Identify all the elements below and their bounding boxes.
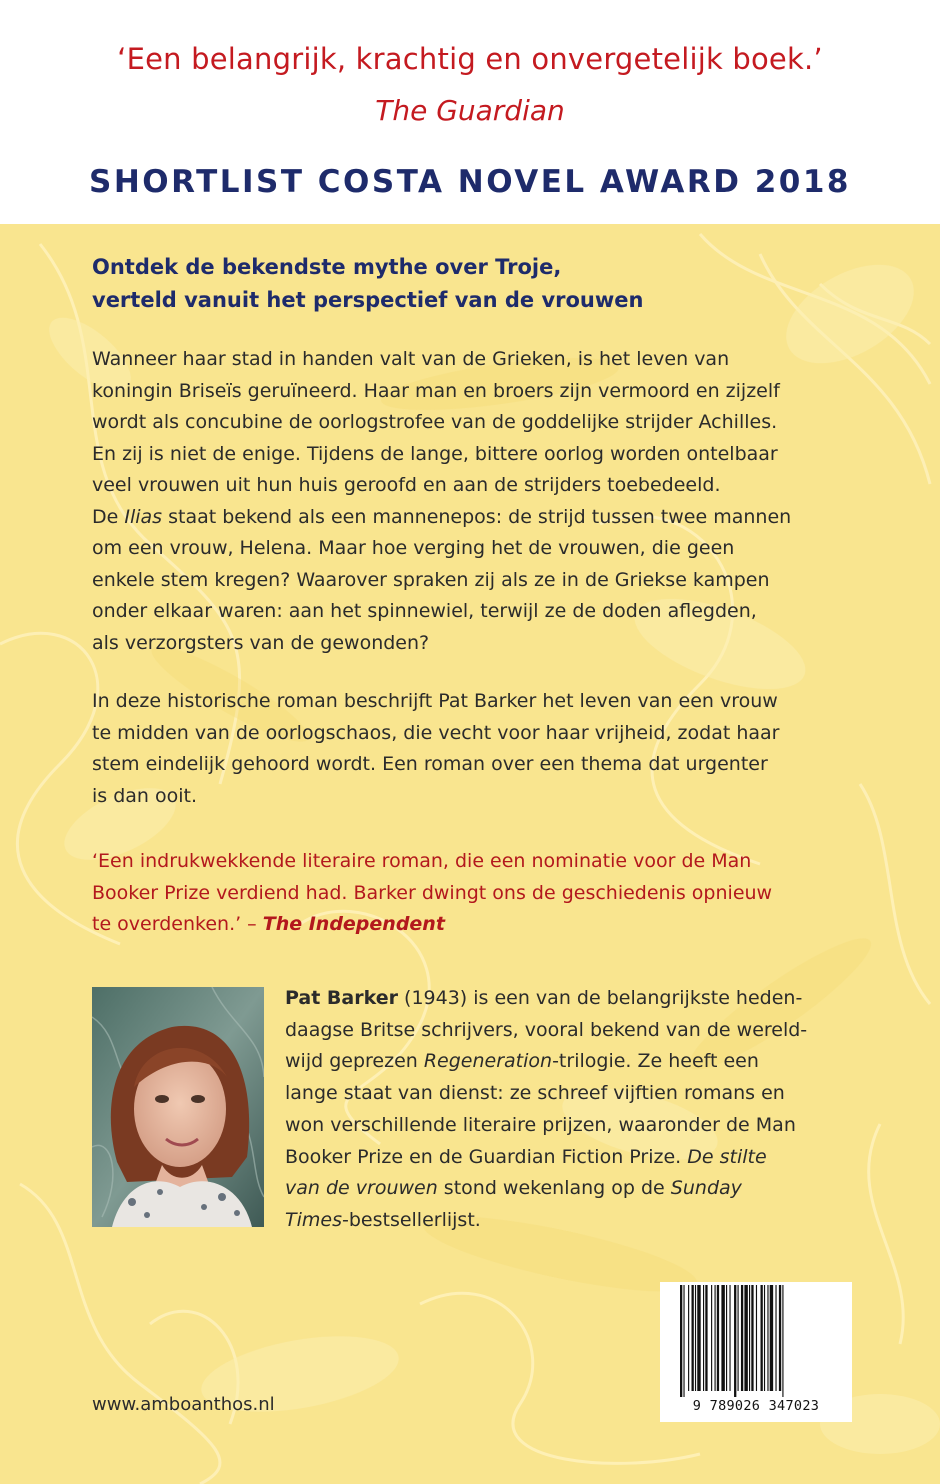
blurb-line: stem eindelijk gehoord wordt. Een roman over een thema dat urgenter bbox=[92, 753, 768, 775]
book-title-part-2: van de vrouwen bbox=[285, 1177, 438, 1200]
barcode-bar bbox=[756, 1285, 757, 1391]
barcode-bar bbox=[680, 1285, 682, 1397]
publisher-website: www.amboanthos.nl bbox=[92, 1394, 275, 1415]
barcode-bar bbox=[726, 1285, 727, 1391]
barcode-bar bbox=[715, 1285, 716, 1391]
bio-text: stond wekenlang op de bbox=[437, 1177, 671, 1200]
author-name: Pat Barker bbox=[285, 987, 398, 1009]
regeneration-title: Regeneration bbox=[423, 1050, 553, 1073]
bio-line bbox=[285, 1205, 875, 1237]
bio-text: -bestsellerlijst. bbox=[341, 1208, 481, 1231]
guardian-quote-source: The Guardian bbox=[375, 94, 565, 127]
barcode-bar bbox=[738, 1285, 739, 1391]
barcode-bar bbox=[761, 1285, 763, 1391]
barcode-bar bbox=[683, 1285, 684, 1397]
newspaper-title-part-1: Sunday bbox=[670, 1177, 742, 1200]
review-line: Booker Prize verdiend had. Barker dwingt ons de geschiedenis opnieuw bbox=[92, 881, 773, 904]
review-source: The Independent bbox=[262, 913, 445, 935]
author-bio bbox=[285, 983, 875, 1237]
barcode-bar bbox=[688, 1285, 689, 1391]
blurb-line: veel vrouwen uit hun huis geroofd en aan de strijders toebedeeld. bbox=[92, 474, 721, 496]
barcode-bars bbox=[678, 1285, 834, 1399]
bio-line bbox=[285, 983, 875, 1015]
bio-line: lange staat van dienst: ze schreef vijftien romans en bbox=[285, 1082, 785, 1105]
author-portrait-photo bbox=[92, 987, 264, 1227]
barcode-bar bbox=[767, 1285, 768, 1391]
review-line: ‘Een indrukwekkende literaire roman, die een nominatie voor de Man bbox=[92, 850, 752, 872]
newspaper-title-part-2: Times bbox=[285, 1208, 342, 1231]
blurb-line: is dan ooit. bbox=[92, 784, 198, 807]
barcode-bar bbox=[779, 1285, 781, 1391]
barcode-bar bbox=[721, 1285, 724, 1391]
bio-text: -trilogie. Ze heeft een bbox=[552, 1050, 759, 1073]
bio-line bbox=[285, 1046, 875, 1078]
barcode-bar bbox=[692, 1285, 694, 1391]
blurb-line: als verzorgsters van de gewonden? bbox=[92, 631, 430, 654]
headline-line-2: verteld vanuit het perspectief van de vrouwen bbox=[92, 288, 644, 312]
barcode-bar bbox=[703, 1285, 704, 1391]
ilias-title: Ilias bbox=[124, 505, 163, 528]
barcode-bar bbox=[711, 1285, 712, 1391]
blurb-text: staat bekend als een mannenepos: de strijd tussen twee mannen bbox=[162, 505, 792, 528]
barcode-bar bbox=[741, 1285, 743, 1391]
barcode-bar bbox=[770, 1285, 773, 1391]
bio-line: won verschillende literaire prijzen, waaronder de Man bbox=[285, 1113, 796, 1136]
blurb-line: om een vrouw, Helena. Maar hoe verging het de vrouwen, die geen bbox=[92, 537, 735, 559]
blurb-text: De bbox=[92, 505, 125, 528]
blurb-line: En zij is niet de enige. Tijdens de lange, bittere oorlog worden ontelbaar bbox=[92, 442, 778, 465]
barcode-bar bbox=[775, 1285, 776, 1391]
independent-review bbox=[92, 846, 882, 941]
isbn-digits: 9 789026 347023 bbox=[692, 1398, 820, 1414]
headline bbox=[92, 251, 892, 317]
blurb-line: onder elkaar waren: aan het spinnewiel, terwijl ze de doden aflegden, bbox=[92, 600, 757, 622]
review-text: te overdenken.’ – bbox=[92, 913, 263, 935]
barcode-bar bbox=[697, 1285, 700, 1391]
barcode-bar bbox=[705, 1285, 707, 1391]
blurb-line: koningin Briseïs geruïneerd. Haar man en broers zijn vermoord en zijzelf bbox=[92, 379, 780, 402]
blurb-line: wordt als concubine de oorlogstrofee van de goddelijke strijder Achilles. bbox=[92, 411, 778, 433]
blurb-paragraph-2 bbox=[92, 686, 867, 812]
blurb-line: te midden van de oorlogschaos, die vecht voor haar vrijheid, zodat haar bbox=[92, 721, 780, 744]
bio-line bbox=[285, 1142, 875, 1174]
blurb-paragraph-1 bbox=[92, 344, 867, 659]
bio-line: daagse Britse schrijvers, vooral bekend van de wereld- bbox=[285, 1018, 808, 1041]
barcode-bar bbox=[734, 1285, 736, 1397]
bio-text: wijd geprezen bbox=[285, 1050, 424, 1073]
guardian-quote: ‘Een belangrijk, krachtig en onvergetelijk boek.’ bbox=[117, 42, 823, 76]
barcode-bar bbox=[744, 1285, 747, 1391]
header-band bbox=[0, 0, 940, 224]
award-banner: SHORTLIST COSTA NOVEL AWARD 2018 bbox=[89, 164, 851, 200]
barcode-bar bbox=[764, 1285, 765, 1391]
barcode-bar bbox=[751, 1285, 753, 1391]
bio-text: (1943) is een van de belangrijkste heden- bbox=[398, 987, 803, 1009]
blurb-line: In deze historische roman beschrijft Pat Barker het leven van een vrouw bbox=[92, 690, 778, 712]
barcode-bar bbox=[782, 1285, 783, 1397]
barcode-bar bbox=[717, 1285, 719, 1391]
barcode-bar bbox=[729, 1285, 730, 1391]
bio-line bbox=[285, 1173, 875, 1205]
book-title-part-1: De stilte bbox=[687, 1145, 767, 1168]
blurb-line bbox=[92, 502, 867, 534]
barcode-bar bbox=[695, 1285, 696, 1391]
blurb-line: Wanneer haar stad in handen valt van de Grieken, is het leven van bbox=[92, 348, 730, 370]
barcode-bar bbox=[749, 1285, 750, 1391]
bio-text: Booker Prize en de Guardian Fiction Prize. bbox=[285, 1145, 688, 1168]
review-line bbox=[92, 909, 882, 941]
headline-line-1: Ontdek de bekendste mythe over Troje, bbox=[92, 255, 562, 279]
blurb-line: enkele stem kregen? Waarover spraken zij als ze in de Griekse kampen bbox=[92, 568, 770, 591]
barcode-icon bbox=[660, 1282, 852, 1422]
